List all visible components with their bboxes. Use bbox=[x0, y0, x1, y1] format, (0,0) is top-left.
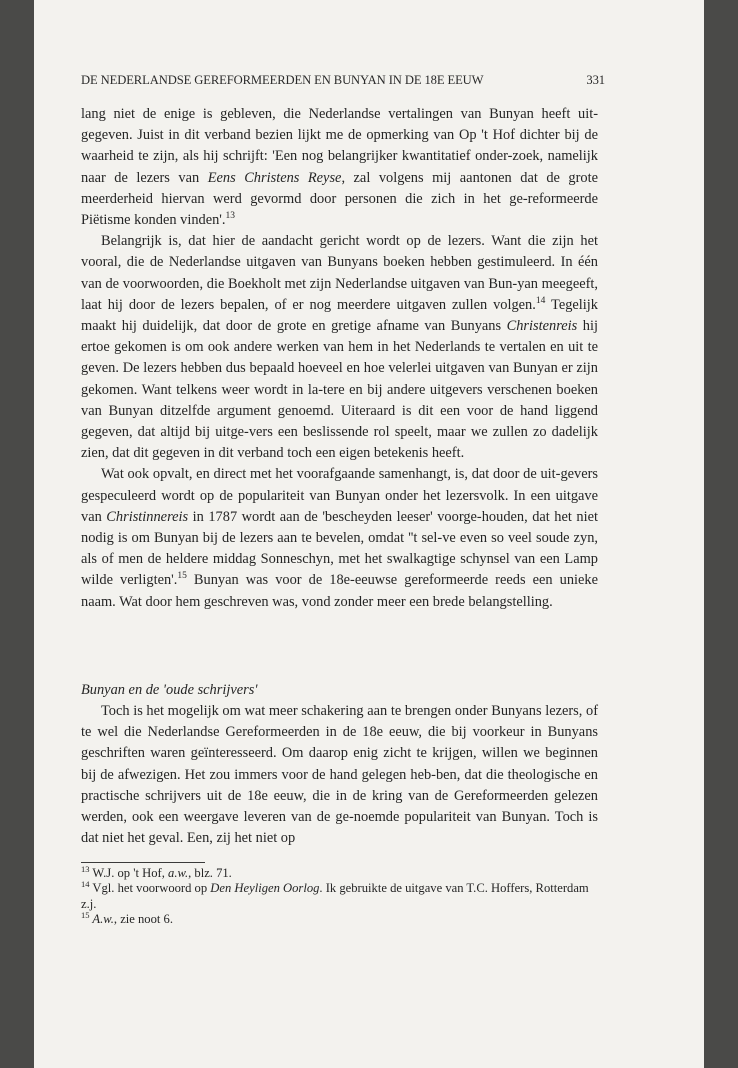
footnote-14: $^{14}$ Vgl. het voorwoord op Den Heyligen Oorlog. Ik gebruikte de uitgave van T.C. Hoffers, Rotterdam z.j. bbox=[81, 879, 589, 911]
book-title: Eens Christens Reyse bbox=[207, 169, 342, 186]
footnote-ref-13[interactable]: 13 bbox=[225, 211, 235, 222]
running-title: DE NEDERLANDSE GEREFORMEERDEN EN BUNYAN IN DE 18E EEUW bbox=[81, 73, 484, 87]
footnotes bbox=[81, 863, 598, 927]
footnote-ref-14[interactable]: 14 bbox=[535, 296, 546, 307]
book-title: Christenreis bbox=[506, 318, 578, 335]
paragraph-3: Wat ook opvalt, en direct met het voorafgaande samenhangt, is, dat door de uit-gevers gespeculeerd wordt op de populariteit van Bunyan onder het lezersvolk. In een uitgave van Christinnereis in 1787 wordt aan de 'bescheyden leeser' voorge-houden, dat het niet nodig is om Bunyan bij de lezers aan te bevelen, omdat ''t sel-ve even so veel soude zyn, als of men de heldere middag Sonneschyn, met het swalkagtige schynsel van een Lamp wilde verligten'.$^{15}$ Bunyan was voor de 18e-eeuwse gereformeerde reeds een unieke naam. Wat door hem geschreven was, vond zonder meer een brede belangstelling. bbox=[81, 466, 598, 610]
paragraph-4: Toch is het mogelijk om wat meer schakering aan te brengen onder Bunyans lezers, of te wel die Nederlandse Gereformeerden in de 18e eeuw, die bij voorkeur in Bunyans geschriften waren geïnteresseerd. Om daarop enig zicht te krijgen, willen we beginnen bij de afwezigen. Het zou immers voor de hand gelegen heb-ben, dat die theologische en practische schrijvers uit de 18e eeuw, die in de kring van de Gereformeerden gelezen werden, ook een weergave leveren van de ge-noemde populariteit van Bunyan. Toch is dat niet het geval. Een, zij het niet op bbox=[81, 703, 598, 847]
paragraph-1: lang niet de enige is gebleven, die Nederlandse vertalingen van Bunyan heeft uit-gegeven. Juist in dit verband bezien lijkt me de opmerking van Op 't Hof dichter bij de waarheid te zijn, als hij schrijft: 'Een nog belangrijker kwantitatief onder-zoek, namelijk naar de lezers van Eens Christens Reyse, zal volgens mij aantonen dat de grote meerderheid hiervan werd gevormd door personen die zich in het ge-reformeerde Piëtisme konden vinden'.$^{13}$ bbox=[81, 106, 598, 229]
footnote-13: $^{13}$ W.J. op 't Hof, a.w., blz. 71. bbox=[81, 863, 232, 880]
paragraph-2: Belangrijk is, dat hier de aandacht gericht wordt op de lezers. Want die zijn het vooral, die de Nederlandse uitgaven van Bunyans boeken hebben gestimuleerd. In één van de voorwoorden, die Boekholt met zijn Nederlandse uitgaven van Bun-yan meegeeft, laat hij door de lezers bepalen, of er nog meerdere uitgaven zullen volgen.$^{14}$ Tegelijk maakt hij duidelijk, dat door de grote en gretige afname van Bunyans Christenreis hij ertoe gekomen is om ook andere werken van hem in het Nederlands te vertalen en uit te geven. De lezers hebben dus bepaald hoeveel en hoe velerlei uitgaven van Bunyan er zijn gekomen. Want telkens weer wordt in la-tere en bij andere uitgevers verschenen boeken van Bunyan ditzelfde argument genoemd. Uiteraard is dit een voor de hand liggend gegeven, dat altijd bij uitge-vers een beslissende rol speelt, maar we zullen zo dadelijk zien, dat dit gegeven in dit verband toch een eigen betekenis heeft. bbox=[81, 233, 598, 462]
running-header bbox=[81, 73, 605, 88]
footnote-divider bbox=[81, 862, 205, 863]
body-text-section bbox=[81, 701, 598, 849]
footnote-15: $^{15}$ A.w., zie noot 6. bbox=[81, 909, 173, 926]
page-number: 331 bbox=[586, 73, 605, 87]
body-text bbox=[81, 104, 598, 613]
section-heading: Bunyan en de 'oude schrijvers' bbox=[81, 682, 258, 698]
book-page bbox=[34, 0, 704, 1068]
footnote-ref-15[interactable]: 15 bbox=[177, 571, 187, 582]
book-title: Christinnereis bbox=[106, 508, 189, 525]
